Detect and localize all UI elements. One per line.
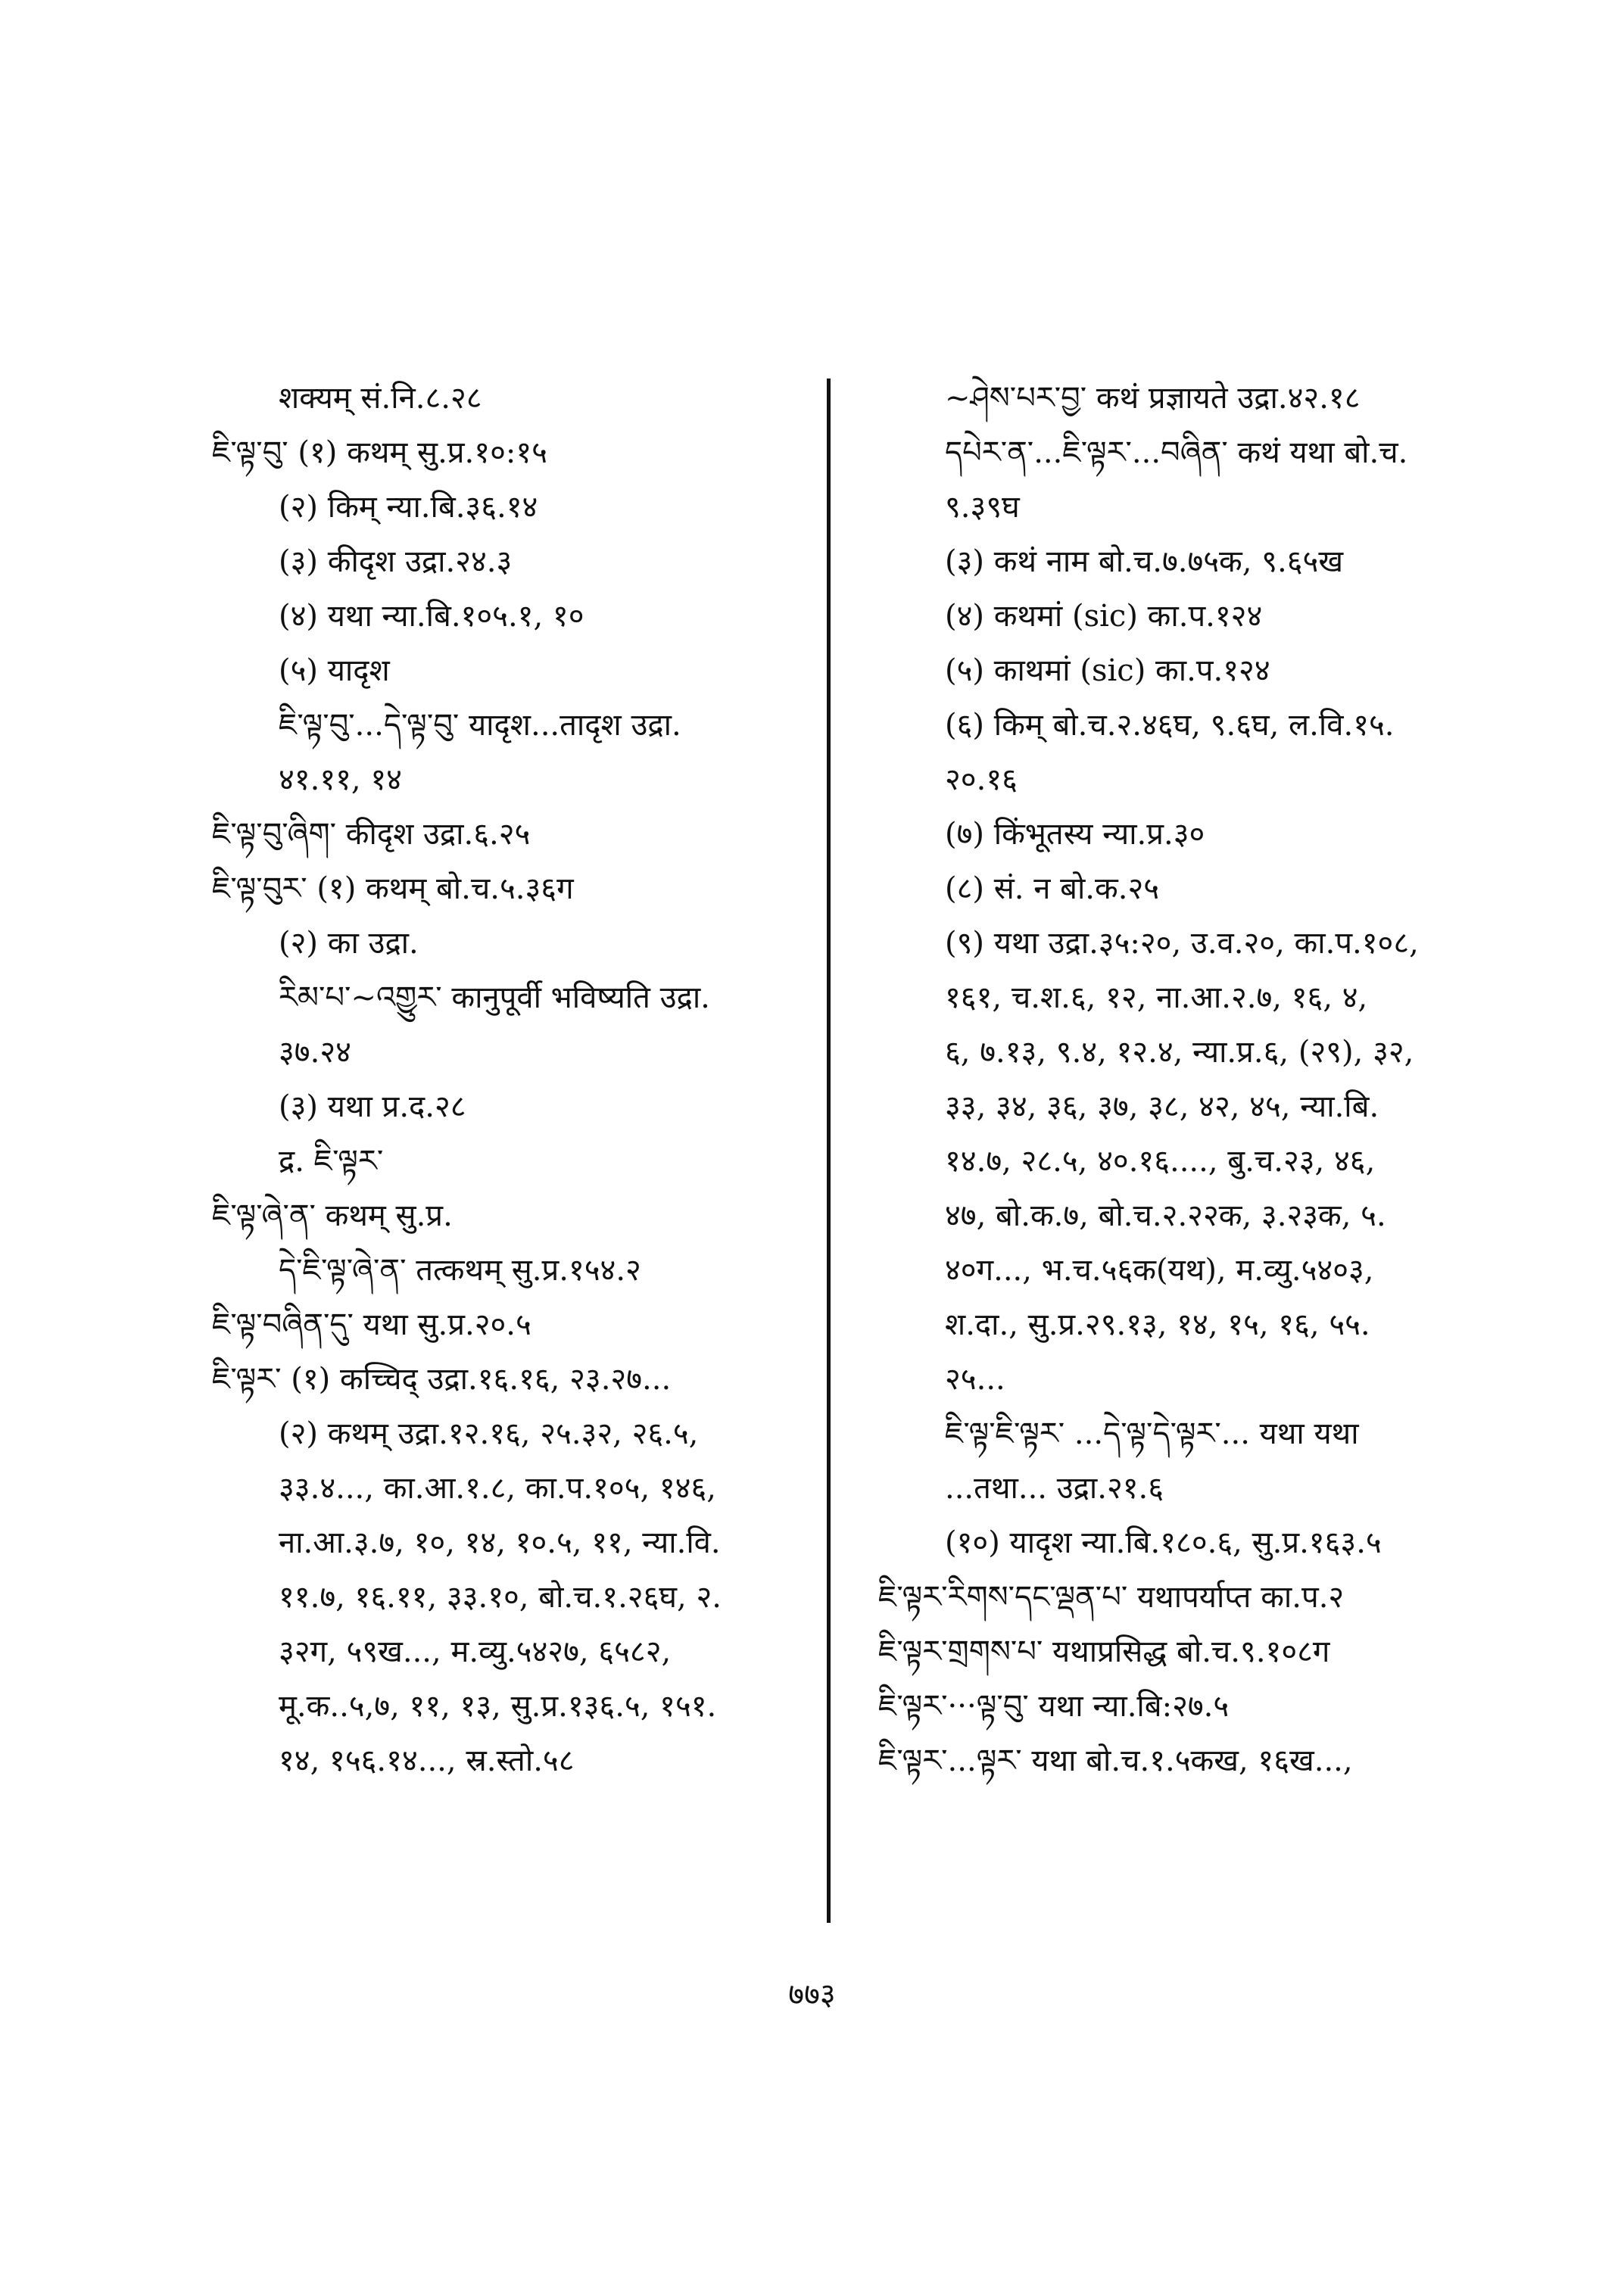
dictionary-entry-line: (४) यथा न्या.बि.१०५.१, १०: [279, 599, 584, 634]
dictionary-entry-line: शक्यम् सं.नि.८.२८: [279, 381, 482, 416]
dictionary-entry-line: २०.१६: [945, 762, 1018, 797]
dictionary-entry-line: ཇི་ལྟ་བུ་ཞིག་ कीदृश उद्रा.६.२५: [212, 817, 531, 852]
dictionary-entry-line: ४७, बो.क.७, बो.च.२.२२क, ३.२३क, ५.: [945, 1198, 1386, 1233]
dictionary-entry-line: (७) किंभूतस्य न्या.प्र.३०: [945, 817, 1205, 852]
dictionary-entry-line: ६, ७.१३, ९.४, १२.४, न्या.प्र.६, (२९), ३२,: [945, 1035, 1414, 1070]
dictionary-entry-line: ཇི་ལྟར་...ལྟར་ यथा बो.च.१.५कख, १६ख...,: [878, 1743, 1353, 1778]
dictionary-entry-line: དཔེར་ན་...ཇི་ལྟར་...བཞིན་ कथं यथा बो.च.: [945, 435, 1408, 470]
dictionary-entry-line: (२) कथम् उद्रा.१२.१६, २५.३२, २६.५,: [279, 1416, 699, 1451]
dictionary-entry-line: मू.क..५,७, ११, १३, सु.प्र.१३६.५, १५१.: [279, 1689, 717, 1724]
dictionary-entry-line: ཇི་ལྟ་བཞིན་དུ་ यथा सु.प्र.२०.५: [212, 1307, 531, 1342]
dictionary-entry-line: (३) कथं नाम बो.च.७.७५क, ९.६५ख: [945, 544, 1344, 579]
dictionary-entry-line: (२) का उद्रा.: [279, 926, 419, 961]
dictionary-entry-line: श.दा., सु.प्र.२९.१३, १४, १५, १६, ५५.: [945, 1307, 1370, 1342]
page-number: ७७३: [788, 1977, 836, 2012]
dictionary-entry-line: ཇི་ལྟ་བུར་ (१) कथम् बो.च.५.३६ग: [212, 871, 574, 906]
dictionary-entry-line: ~ཤེས་པར་བྱ་ कथं प्रज्ञायते उद्रा.४२.१८: [945, 381, 1361, 416]
dictionary-entry-line: (८) सं. न बो.क.२५: [945, 871, 1160, 906]
dictionary-entry-line: ११.७, १६.११, ३३.१०, बो.च.१.२६घ, २.: [279, 1580, 722, 1615]
dictionary-entry-line: དེ་ཇི་ལྟ་ཞེ་ན་ तत्कथम् सु.प्र.१५४.२: [279, 1253, 641, 1288]
dictionary-entry-line: (५) यादृश: [279, 653, 390, 688]
right-column: [878, 371, 1454, 1788]
dictionary-entry-line: १६१, च.श.६, १२, ना.आ.२.७, १६, ४,: [945, 980, 1368, 1015]
dictionary-entry-line: (३) यथा प्र.द.२८: [279, 1089, 466, 1124]
left-column: [212, 371, 818, 1788]
dictionary-entry-line: (९) यथा उद्रा.३५:२०, उ.व.२०, का.प.१०८,: [945, 926, 1419, 961]
dictionary-entry-line: १४, १५६.१४..., स्र.स्तो.५८: [279, 1743, 575, 1778]
dictionary-entry-line: ཇི་ལྟ་བུ་ (१) कथम् सु.प्र.१०:१५: [212, 435, 547, 470]
dictionary-entry-line: (६) किम् बो.च.२.४६घ, ९.६घ, ल.वि.१५.: [945, 708, 1395, 743]
dictionary-entry-line: ४०ग..., भ.च.५६क(यथ), म.व्यु.५४०३,: [945, 1253, 1374, 1288]
dictionary-entry-line: (१०) यादृश न्या.बि.१८०.६, सु.प्र.१६३.५: [945, 1525, 1382, 1560]
dictionary-entry-line: ཇི་ལྟ་ཇི་ལྟར་ ...དེ་ལྟ་དེ་ལྟར་... यथा यथा: [945, 1416, 1359, 1451]
dictionary-entry-line: ३३, ३४, ३६, ३७, ३८, ४२, ४५, न्या.बि.: [945, 1089, 1379, 1124]
dictionary-entry-line: ཇི་ལྟར་གྲགས་པ་ यथाप्रसिद्ध बो.च.९.१०८ग: [878, 1634, 1330, 1669]
dictionary-entry-line: १४.७, २८.५, ४०.१६...., बु.च.२३, ४६,: [945, 1144, 1376, 1179]
dictionary-entry-line: ཇི་ལྟ་ཞེ་ན་ कथम् सु.प्र.: [212, 1198, 453, 1233]
dictionary-entry-line: ४१.११, १४: [279, 762, 402, 797]
dictionary-entry-line: २५...: [945, 1362, 1005, 1397]
dictionary-entry-line: (३) कीदृश उद्रा.२४.३: [279, 544, 513, 579]
dictionary-entry-line: (४) कथमां (sic) का.प.१२४: [945, 599, 1263, 634]
column-divider: [827, 379, 831, 1923]
dictionary-entry-line: ३७.२४: [279, 1035, 351, 1070]
dictionary-entry-line: ཇི་ལྟ་བུ་...དེ་ལྟ་བུ་ यादृश...तादृश उद्रा.: [279, 708, 681, 743]
dictionary-entry-line: ९.३९घ: [945, 490, 1020, 525]
dictionary-entry-line: ཇི་ལྟར་···ལྟ་བུ་ यथा न्या.बि:२७.५: [878, 1689, 1230, 1724]
dictionary-entry-line: ३३.४..., का.आ.१.८, का.प.१०५, १४६,: [279, 1471, 716, 1506]
dictionary-entry-line: རིམ་པ་~འགྱུར་ कानुपूर्वी भविष्यति उद्रा.: [279, 980, 710, 1015]
dictionary-entry-line: ཇི་ལྟར་ (१) कच्चिद् उद्रा.१६.१६, २३.२७...: [212, 1362, 672, 1397]
dictionary-entry-line: (५) काथमां (sic) का.प.१२४: [945, 653, 1270, 688]
dictionary-entry-line: ३२ग, ५९ख..., म.व्यु.५४२७, ६५८२,: [279, 1634, 672, 1669]
dictionary-entry-line: (२) किम् न्या.बि.३६.१४: [279, 490, 538, 525]
dictionary-entry-line: ना.आ.३.७, १०, १४, १०.५, ११, न्या.वि.: [279, 1525, 721, 1560]
dictionary-entry-line: ...तथा... उद्रा.२१.६: [945, 1471, 1164, 1506]
dictionary-entry-line: द्र. ཇི་ལྟར་: [279, 1144, 384, 1179]
dictionary-entry-line: ཇི་ལྟར་རིགས་དང་ལྡན་པ་ यथापर्याप्त का.प.२: [878, 1580, 1345, 1615]
